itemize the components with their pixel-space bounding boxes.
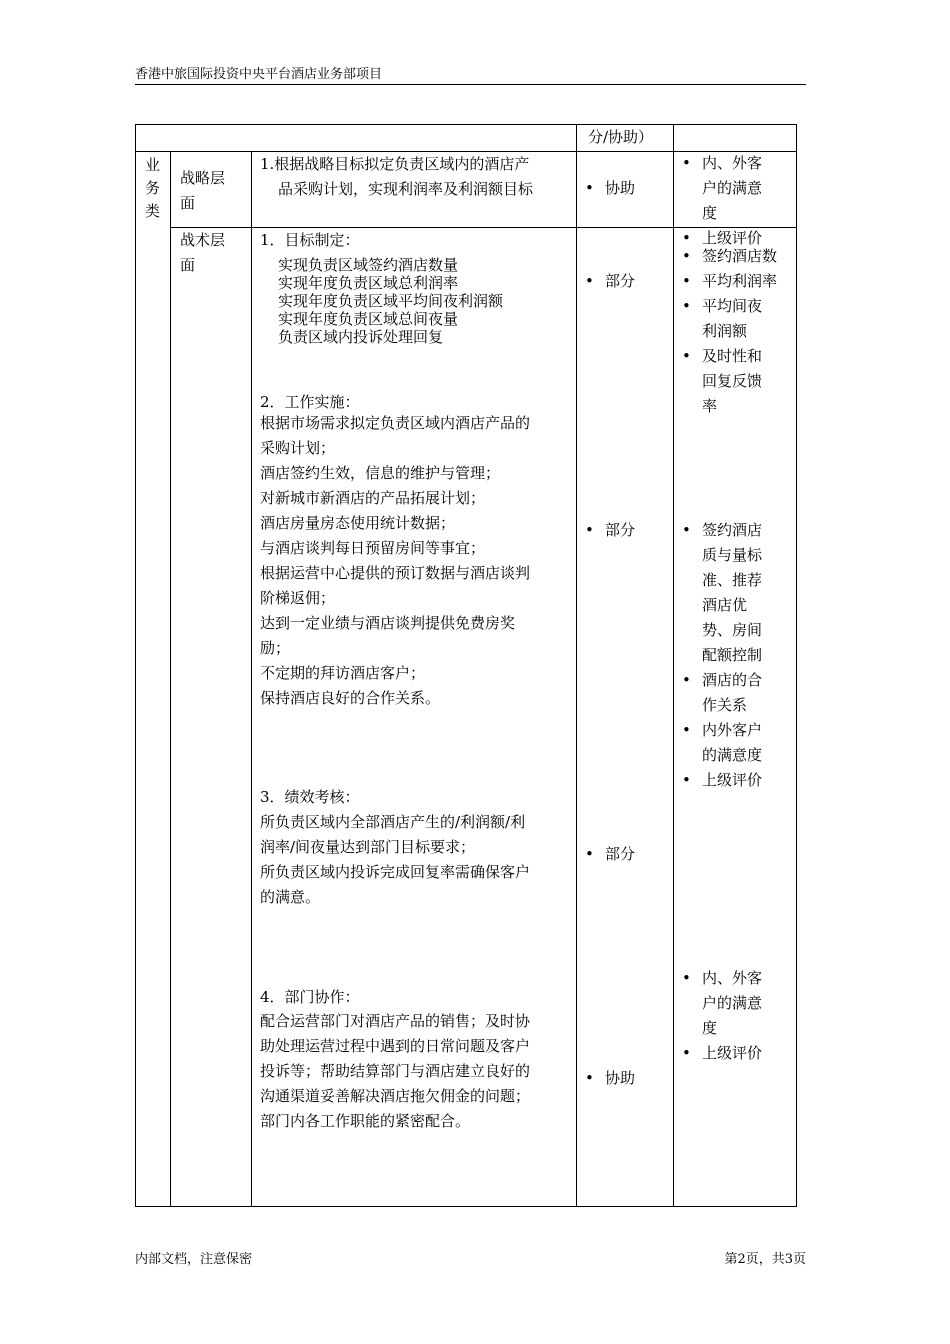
category-char: 类 bbox=[145, 202, 161, 220]
s2-kpi-item: • 内外客户的满意度 bbox=[674, 718, 774, 768]
s1-kpi-item: • 平均利润率 bbox=[674, 269, 796, 294]
table-border-bottom bbox=[135, 1206, 797, 1207]
s2-line: 对新城市新酒店的产品拓展计划； bbox=[260, 489, 486, 507]
tactical-s1-lines bbox=[278, 256, 503, 346]
s2-kpi-item: • 酒店的合作关系 bbox=[674, 668, 774, 718]
strategic-label-line: 面 bbox=[180, 194, 196, 212]
s3-line: 所负责区域内投诉完成回复率需确保客户 bbox=[260, 863, 531, 881]
s1-kpi bbox=[674, 244, 796, 419]
s2-line: 根据市场需求拟定负责区域内酒店产品的 bbox=[260, 414, 531, 432]
tactical-s3-lines bbox=[260, 810, 530, 910]
s2-role-item: • 部分 bbox=[577, 518, 673, 543]
tactical-s4-lines bbox=[260, 1009, 530, 1134]
strategic-kpi bbox=[674, 151, 774, 251]
strategic-label-line: 战略层 bbox=[180, 169, 226, 187]
s2-line: 不定期的拜访酒店客户； bbox=[260, 664, 426, 682]
s3-line: 的满意。 bbox=[260, 888, 321, 906]
s2-line: 酒店房量房态使用统计数据； bbox=[260, 514, 456, 532]
table-border-top bbox=[135, 124, 797, 125]
s1-kpi-text: 及时性和回复反馈率 bbox=[702, 347, 763, 415]
s1-kpi-text: 平均间夜利润额 bbox=[702, 297, 763, 340]
header-rule bbox=[135, 84, 806, 85]
s1-line: 负责区域内投诉处理回复 bbox=[278, 328, 444, 346]
s4-line: 配合运营部门对酒店产品的销售；及时协 bbox=[260, 1012, 531, 1030]
s2-line: 与酒店谈判每日预留房间等事宜； bbox=[260, 539, 486, 557]
tactical-s2-heading: 2．工作实施： bbox=[260, 393, 360, 411]
tactical-s3-heading: 3．绩效考核： bbox=[260, 788, 360, 806]
s2-kpi-item: • 上级评价 bbox=[674, 768, 774, 793]
footer-page-number: 第2页，共3页 bbox=[724, 1252, 806, 1267]
strategic-label bbox=[180, 166, 225, 216]
s1-kpi-item: • 签约酒店数 bbox=[674, 244, 796, 269]
s2-line: 阶梯返佣； bbox=[260, 589, 336, 607]
s2-line: 保持酒店良好的合作关系。 bbox=[260, 689, 441, 707]
s1-role-item: • 部分 bbox=[577, 269, 673, 294]
s2-role bbox=[577, 518, 673, 543]
table-border-left bbox=[135, 124, 136, 1207]
table-border-right bbox=[796, 124, 797, 1207]
strategic-role bbox=[577, 176, 673, 201]
tactical-label-line: 战术层 bbox=[180, 231, 226, 249]
s4-line: 助处理运营过程中遇到的日常问题及客户 bbox=[260, 1037, 531, 1055]
s2-line: 励； bbox=[260, 639, 291, 657]
s1-line: 实现年度负责区域总间夜量 bbox=[278, 310, 459, 328]
tactical-s2-lines bbox=[260, 411, 530, 711]
s4-role-item: • 协助 bbox=[577, 1066, 673, 1091]
s4-line: 部门内各工作职能的紧密配合。 bbox=[260, 1112, 471, 1130]
s4-kpi bbox=[674, 966, 774, 1066]
strategic-kpi-item: • 上级评价 bbox=[674, 226, 774, 251]
col-divider-category bbox=[170, 151, 171, 1207]
s1-line: 实现年度负责区域总利润率 bbox=[278, 274, 459, 292]
strategic-role-item: • 协助 bbox=[577, 176, 673, 201]
s3-role bbox=[577, 842, 673, 867]
category-char: 业 bbox=[145, 156, 161, 174]
s4-line: 投诉等；帮助结算部门与酒店建立良好的 bbox=[260, 1062, 531, 1080]
s4-line: 沟通渠道妥善解决酒店拖欠佣金的问题； bbox=[260, 1087, 531, 1105]
s2-line: 达到一定业绩与酒店谈判提供免费房奖 bbox=[260, 614, 516, 632]
s4-kpi-item: • 内、外客户的满意度 bbox=[674, 966, 774, 1041]
s1-kpi-item bbox=[674, 344, 774, 419]
s3-role-item: • 部分 bbox=[577, 842, 673, 867]
s3-line: 润率/间夜量达到部门目标要求； bbox=[260, 838, 476, 856]
s1-line: 实现年度负责区域平均间夜利润额 bbox=[278, 292, 504, 310]
s2-line: 采购计划； bbox=[260, 439, 336, 457]
duty-table bbox=[135, 124, 797, 1207]
s2-line: 酒店签约生效，信息的维护与管理； bbox=[260, 464, 501, 482]
s2-kpi-item: • 签约酒店质与量标准、推荐酒店优势、房间配额控制 bbox=[674, 518, 774, 668]
category-label bbox=[145, 154, 160, 223]
strategic-task-line: 品采购计划，实现利润率及利润额目标 bbox=[278, 180, 534, 198]
tactical-label-line: 面 bbox=[180, 256, 196, 274]
s1-line: 实现负责区域签约酒店数量 bbox=[278, 256, 459, 274]
col-divider-level bbox=[251, 151, 252, 1207]
s3-line: 所负责区域内全部酒店产生的/利润额/利 bbox=[260, 813, 526, 831]
s1-role bbox=[577, 269, 673, 294]
tactical-label bbox=[180, 228, 225, 278]
s2-line: 根据运营中心提供的预订数据与酒店谈判 bbox=[260, 564, 531, 582]
tactical-s4-heading: 4．部门协作： bbox=[260, 988, 360, 1006]
category-char: 务 bbox=[145, 179, 161, 197]
s1-kpi-item bbox=[674, 294, 774, 344]
footer-confidential-note: 内部文档，注意保密 bbox=[135, 1252, 253, 1267]
page-header: 香港中旅国际投资中央平台酒店业务部项目 bbox=[135, 67, 383, 82]
tactical-s1-heading: 1．目标制定： bbox=[260, 231, 360, 249]
strategic-kpi-item: • 内、外客户的满意度 bbox=[674, 151, 774, 226]
strategic-task bbox=[260, 152, 533, 202]
strategic-task-line: 1.根据战略目标拟定负责区域内的酒店产 bbox=[260, 155, 530, 173]
s2-kpi bbox=[674, 518, 774, 793]
s4-role bbox=[577, 1066, 673, 1091]
s4-kpi-item: • 上级评价 bbox=[674, 1041, 774, 1066]
top-row-role-cell: 分/协助） bbox=[588, 128, 654, 146]
